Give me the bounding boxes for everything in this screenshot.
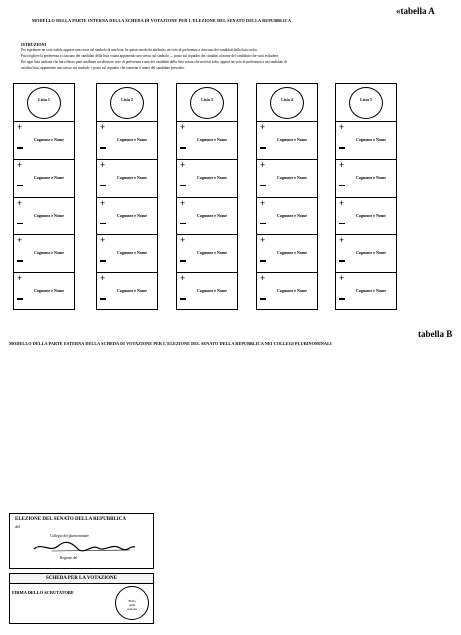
candidate-name: Cognome e Nome (197, 174, 227, 180)
stamp-line: sezione (127, 607, 137, 611)
minus-icon[interactable] (17, 223, 23, 225)
list-header[interactable] (336, 84, 396, 122)
list-header[interactable] (14, 84, 74, 122)
candidate-name: Cognome e Nome (197, 212, 227, 218)
candidate-name: Cognome e Nome (277, 212, 307, 218)
list-column (96, 83, 158, 310)
candidate-row (97, 235, 157, 273)
plus-icon[interactable]: + (260, 235, 266, 246)
candidate-name: Cognome e Nome (117, 250, 147, 256)
minus-icon[interactable] (339, 223, 345, 225)
candidate-name: Cognome e Nome (34, 288, 64, 294)
minus-icon[interactable] (339, 147, 345, 149)
candidate-row (257, 122, 317, 160)
tabella-b-label: tabella B (418, 329, 453, 339)
plus-icon[interactable]: + (17, 235, 23, 246)
minus-icon[interactable] (100, 147, 106, 149)
plus-icon[interactable]: + (100, 159, 106, 170)
list-name: Lista 3 (201, 97, 213, 102)
candidate-name: Cognome e Nome (117, 212, 147, 218)
ballot-lower-section (9, 584, 154, 624)
minus-icon[interactable] (17, 185, 23, 187)
candidate-row (336, 122, 396, 160)
list-symbol-circle[interactable] (110, 87, 144, 119)
plus-icon[interactable]: + (17, 273, 23, 284)
candidate-name: Cognome e Nome (197, 250, 227, 256)
candidate-name: Cognome e Nome (277, 137, 307, 142)
candidate-name: Cognome e Nome (34, 250, 64, 256)
minus-icon[interactable] (339, 260, 345, 262)
plus-icon[interactable]: + (260, 159, 266, 170)
minus-icon[interactable] (260, 298, 266, 300)
minus-icon[interactable] (260, 260, 266, 262)
minus-icon[interactable] (100, 260, 106, 262)
candidate-row (177, 122, 237, 160)
candidate-row (336, 273, 396, 311)
candidate-row (336, 160, 396, 198)
lists-grid (13, 83, 441, 311)
minus-icon[interactable] (180, 260, 186, 262)
candidate-row (14, 160, 74, 198)
plus-icon[interactable]: + (17, 159, 23, 170)
candidate-name: Cognome e Nome (356, 212, 386, 218)
minus-icon[interactable] (100, 298, 106, 300)
minus-icon[interactable] (17, 298, 23, 300)
list-header[interactable] (97, 84, 157, 122)
plus-icon[interactable]: + (180, 122, 186, 132)
candidate-name: Cognome e Nome (356, 288, 386, 294)
list-symbol-circle[interactable] (27, 87, 61, 119)
plus-icon[interactable]: + (180, 197, 186, 208)
list-header[interactable] (177, 84, 237, 122)
candidate-name: Cognome e Nome (34, 212, 64, 218)
ballot-region-label: Regione del (60, 556, 78, 560)
minus-icon[interactable] (180, 223, 186, 225)
minus-icon[interactable] (100, 185, 106, 187)
section-stamp (115, 586, 149, 620)
minus-icon[interactable] (17, 147, 23, 149)
candidate-name: Cognome e Nome (197, 288, 227, 294)
candidate-name: Cognome e Nome (197, 137, 227, 142)
scheda-bar (9, 573, 154, 584)
plus-icon[interactable]: + (339, 159, 345, 170)
instruction-line: Puoi togliere la preferenza a ciascuno dei candidati della lista votata apponendo uno stesso sul simbolo — posto sul riquadro dei cittadini al nome del candidato che vuoi escludere. (21, 54, 280, 58)
title-a: MODELLO DELLA PARTE INTERNA DELLA SCHEDA DI VOTAZIONE PER L'ELEZIONE DEL SENATO DELLA REPUBBLICA (32, 18, 292, 23)
list-symbol-circle[interactable] (270, 87, 304, 119)
candidate-row (14, 273, 74, 311)
plus-icon[interactable]: + (17, 197, 23, 208)
ballot-outer-front (9, 513, 154, 569)
scheda-label: SCHEDA PER LA VOTAZIONE (46, 576, 117, 581)
candidate-name: Cognome e Nome (34, 174, 64, 180)
candidate-name: Cognome e Nome (117, 137, 147, 142)
plus-icon[interactable]: + (17, 122, 23, 132)
list-name: Lista 4 (281, 97, 293, 102)
minus-icon[interactable] (180, 298, 186, 300)
plus-icon[interactable]: + (339, 122, 345, 132)
minus-icon[interactable] (339, 185, 345, 187)
candidate-row (14, 198, 74, 236)
plus-icon[interactable]: + (339, 235, 345, 246)
list-name: Lista 2 (121, 97, 133, 102)
instructions-title: ISTRUZIONI (21, 42, 47, 47)
minus-icon[interactable] (17, 260, 23, 262)
instruction-line: un'altra lista, apponendo uno stesso sul simbolo + posto sul riquadro che contiene il nome del candidato prescelto. (21, 66, 185, 70)
candidate-row (257, 160, 317, 198)
plus-icon[interactable]: + (100, 197, 106, 208)
plus-icon[interactable]: + (339, 197, 345, 208)
minus-icon[interactable] (260, 223, 266, 225)
candidate-row (257, 235, 317, 273)
stamp-text (116, 599, 148, 611)
minus-icon[interactable] (339, 298, 345, 300)
stamp-line: Bollo (128, 599, 136, 603)
candidate-row (177, 198, 237, 236)
ballot-date-label: del (15, 524, 20, 529)
plus-icon[interactable]: + (100, 235, 106, 246)
plus-icon[interactable]: + (260, 197, 266, 208)
stamp-line: della (128, 603, 136, 607)
candidate-row (257, 273, 317, 311)
candidate-name: Cognome e Nome (117, 174, 147, 180)
list-name: Lista 5 (360, 97, 372, 102)
candidate-name: Cognome e Nome (277, 250, 307, 256)
list-name: Lista 1 (38, 97, 50, 102)
list-column (335, 83, 397, 310)
list-column (176, 83, 238, 310)
minus-icon[interactable] (260, 147, 266, 149)
instruction-line: Per esprimere un voto valido apporre una croce sul simbolo di una lista. In questo modo ha attribuito un voto di preferenza a ciascuno dei candidati della lista scelta. (21, 48, 258, 52)
candidate-name: Cognome e Nome (117, 288, 147, 294)
list-header[interactable] (257, 84, 317, 122)
candidate-name: Cognome e Nome (356, 137, 386, 142)
title-b: MODELLO DELLA PARTE ESTERNA DELLA SCHEDA DI VOTAZIONE PER L'ELEZIONE DEL SENATO DELLA REPUBBLICA NEI COLLEGI PLURINOMINALI (9, 341, 332, 346)
candidate-row (336, 198, 396, 236)
list-column (13, 83, 75, 310)
candidate-name: Cognome e Nome (277, 288, 307, 294)
tabella-a-label: «tabella A (396, 6, 435, 16)
candidate-row (177, 235, 237, 273)
minus-icon[interactable] (100, 223, 106, 225)
candidate-row (97, 122, 157, 160)
scrutatore-signature-label: FIRMA DELLO SCRUTATORE (12, 590, 74, 595)
plus-icon[interactable]: + (180, 273, 186, 284)
handwritten-signature-icon (32, 540, 137, 554)
candidate-row (14, 122, 74, 160)
list-symbol-circle[interactable] (190, 87, 224, 119)
plus-icon[interactable]: + (260, 122, 266, 132)
plus-icon[interactable]: + (260, 273, 266, 284)
minus-icon[interactable] (260, 185, 266, 187)
list-symbol-circle[interactable] (349, 87, 383, 119)
candidate-name: Cognome e Nome (34, 137, 64, 142)
instruction-line: Per ogni lista indicata che hai riflesso puoi attribuire un ulteriore voto di preferenza a uno dei candidati della lista votata che non hai tolto, apponi un voto di preferenza a un candidato di (21, 60, 288, 64)
candidate-row (336, 235, 396, 273)
candidate-row (177, 160, 237, 198)
plus-icon[interactable]: + (180, 159, 186, 170)
candidate-row (97, 198, 157, 236)
plus-icon[interactable]: + (100, 273, 106, 284)
candidate-row (257, 198, 317, 236)
candidate-row (97, 273, 157, 311)
candidate-name: Cognome e Nome (277, 174, 307, 180)
plus-icon[interactable]: + (100, 122, 106, 132)
candidate-row (97, 160, 157, 198)
candidate-row (14, 235, 74, 273)
candidate-name: Cognome e Nome (356, 250, 386, 256)
plus-icon[interactable]: + (180, 235, 186, 246)
plus-icon[interactable]: + (339, 273, 345, 284)
candidate-name: Cognome e Nome (356, 174, 386, 180)
list-column (256, 83, 318, 310)
ballot-caption: Collegio del plurinominale (50, 534, 89, 538)
minus-icon[interactable] (180, 185, 186, 187)
candidate-row (177, 273, 237, 311)
minus-icon[interactable] (180, 147, 186, 149)
ballot-title: ELEZIONE DEL SENATO DELLA REPUBBLICA (15, 517, 126, 522)
